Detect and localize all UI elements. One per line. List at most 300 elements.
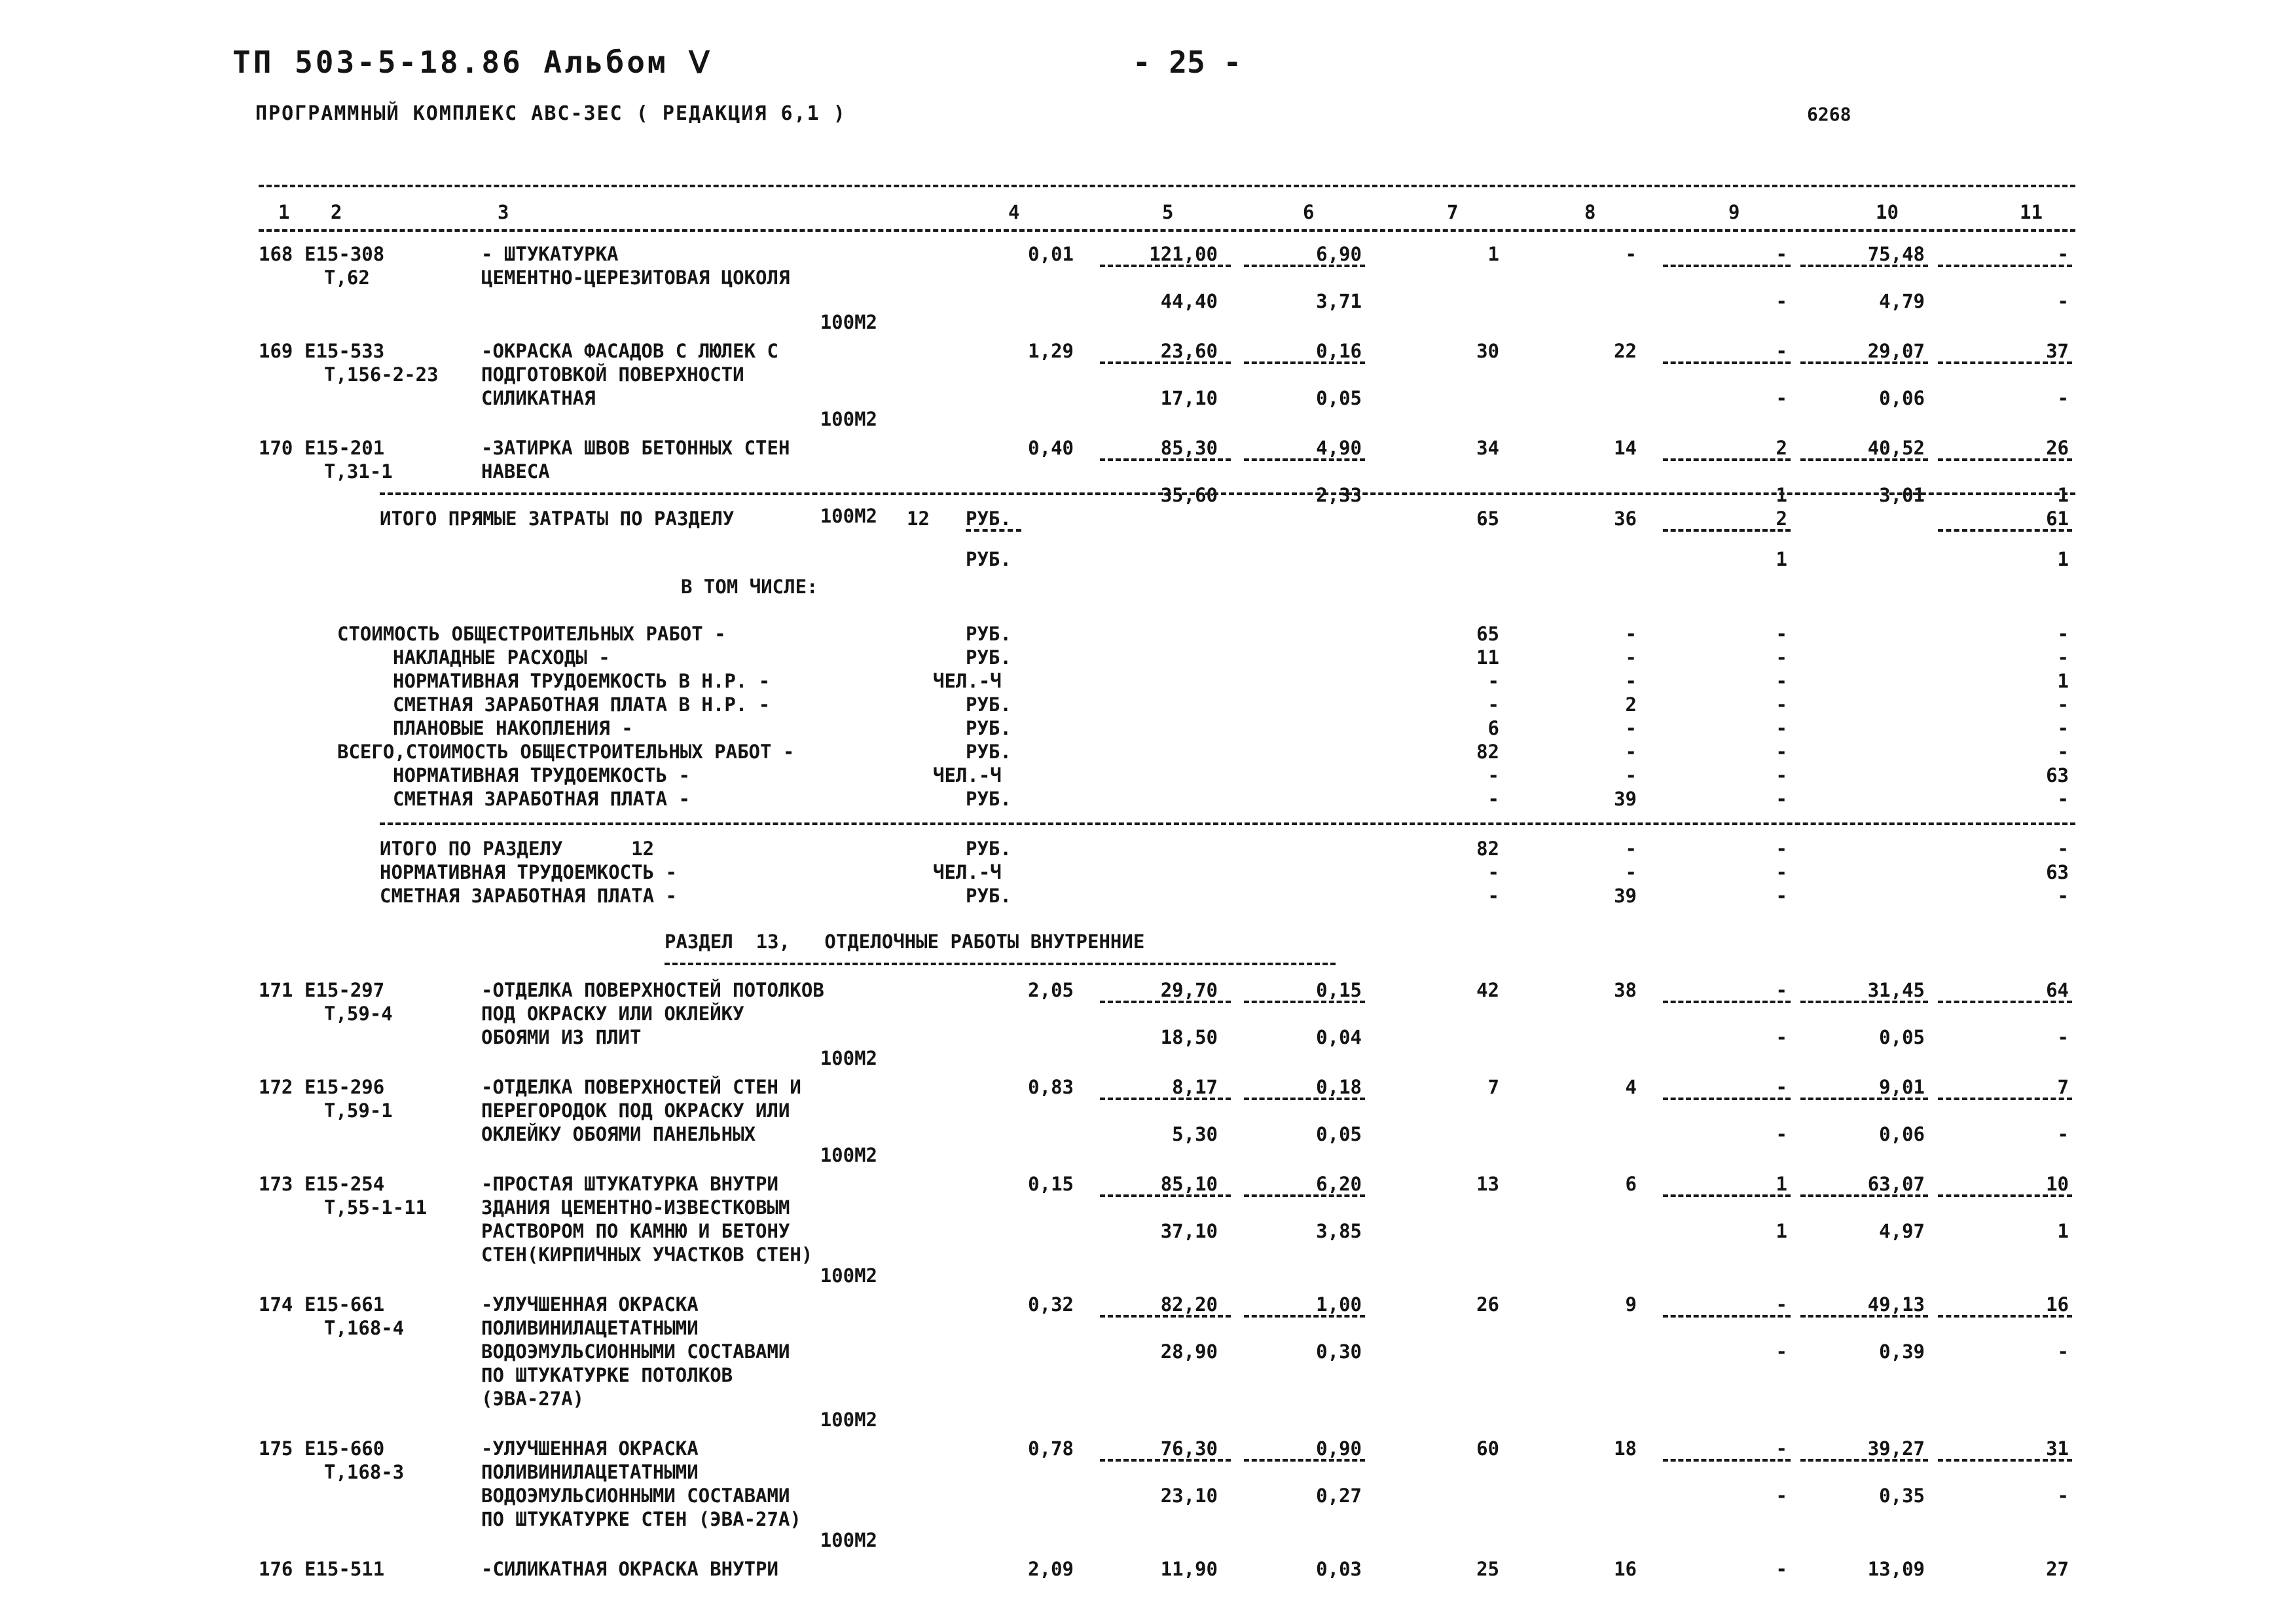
cell-c9: - [1776,1558,1787,1580]
cell-c8: 6 [1625,1173,1637,1195]
value-separator [1938,458,2072,461]
work-description: РАСТВОРОМ ПО КАМНЮ И БЕТОНУ [481,1220,790,1242]
cell-c11-wages: - [2057,290,2069,312]
value-separator [1800,361,1928,364]
column-number: 8 [1584,201,1596,223]
norm-code: Е15-201 [304,437,385,459]
value-separator [1100,1001,1231,1003]
breakdown-c9: - [1776,693,1787,716]
cell-c5-wages: 17,10 [1160,387,1218,409]
work-description: - ШТУКАТУРКА [481,243,619,265]
cell-c6: 0,03 [1316,1558,1362,1580]
breakdown-c8: - [1625,646,1637,669]
cell-c10: 63,07 [1867,1173,1925,1195]
cell-c11: 64 [2046,979,2069,1001]
value-separator [1100,1194,1231,1197]
cell-c6: 0,18 [1316,1076,1362,1098]
breakdown-c7: 6 [1487,717,1499,739]
norm-code: Е15-308 [304,243,385,265]
cell-c5: 85,10 [1160,1173,1218,1195]
unit-label: РУБ. [966,548,1011,570]
total-c11: 61 [2046,507,2069,530]
cell-c6: 1,00 [1316,1293,1362,1316]
unit-label: РУБ. [966,693,1011,716]
unit-label: РУБ. [966,623,1011,645]
work-description: -ОТДЕЛКА ПОВЕРХНОСТЕЙ СТЕН И [481,1076,801,1098]
total-c7: 65 [1476,507,1499,530]
cell-c9-wages: - [1776,1123,1787,1145]
total-c8: 36 [1614,507,1637,530]
section-totals-rule [380,822,2075,825]
total-c11-wages: 1 [2057,548,2069,570]
cell-c9-wages: - [1776,290,1787,312]
cell-c11-wages: - [2057,1123,2069,1145]
breakdown-c11: 63 [2046,764,2069,786]
column-number: 10 [1876,201,1899,223]
breakdown-c7: - [1487,693,1499,716]
cell-c11: - [2057,243,2069,265]
table-top-rule [259,185,2075,187]
value-separator [1663,361,1791,364]
value-separator [1938,1098,2072,1100]
breakdown-c7: 11 [1476,646,1499,669]
table-header-rule [259,229,2075,232]
document-subtitle: ПРОГРАММНЫЙ КОМПЛЕКС АВС-ЗЕС ( РЕДАКЦИЯ 6,1 ) [255,102,847,125]
cell-c8: 14 [1614,437,1637,459]
work-description: ПО ШТУКАТУРКЕ СТЕН (ЭВА-27А) [481,1508,801,1530]
breakdown-c7: 65 [1476,623,1499,645]
breakdown-c11: - [2057,741,2069,763]
cell-c7: 13 [1476,1173,1499,1195]
cell-c5: 8,17 [1172,1076,1218,1098]
section-total-c11: 63 [2046,861,2069,883]
breakdown-c11: 1 [2057,670,2069,692]
value-separator [1244,361,1365,364]
section-total-c8: 39 [1614,885,1637,907]
breakdown-c8: - [1625,764,1637,786]
cell-c5-wages: 35,60 [1160,484,1218,506]
cell-c4: 2,05 [1028,979,1074,1001]
cell-c5-wages: 37,10 [1160,1220,1218,1242]
column-number: 5 [1162,201,1174,223]
unit-label: РУБ. [966,788,1011,810]
unit-label: ЧЕЛ.-Ч [933,670,1002,692]
breakdown-c8: - [1625,717,1637,739]
value-separator [1663,1194,1791,1197]
unit-label: ЧЕЛ.-Ч [933,861,1002,883]
column-number: 3 [498,201,509,223]
cell-c6-wages: 0,05 [1316,387,1362,409]
column-number: 7 [1447,201,1459,223]
work-description: ПОЛИВИНИЛАЦЕТАТНЫМИ [481,1317,699,1339]
breakdown-label: НАКЛАДНЫЕ РАСХОДЫ - [393,646,610,669]
value-separator [1663,1315,1791,1318]
breakdown-c9: - [1776,788,1787,810]
row-number: 176 [259,1558,293,1580]
value-separator [1800,1459,1928,1462]
document-code: 6268 [1807,103,1851,125]
section-number: 12 [907,507,930,530]
row-number: 174 [259,1293,293,1316]
cell-c6-wages: 0,30 [1316,1340,1362,1363]
work-description: ПО ШТУКАТУРКЕ ПОТОЛКОВ [481,1364,733,1386]
breakdown-c11: - [2057,623,2069,645]
cell-c5: 121,00 [1149,243,1218,265]
cell-c8: 9 [1625,1293,1637,1316]
value-separator [1938,265,2072,267]
cell-c7: 34 [1476,437,1499,459]
cell-c10: 40,52 [1867,437,1925,459]
column-number: 1 [278,201,290,223]
cell-c11: 26 [2046,437,2069,459]
value-separator [1800,458,1928,461]
section-total-c7: - [1487,861,1499,883]
work-description: (ЭВА-27А) [481,1388,585,1410]
cell-c7: 25 [1476,1558,1499,1580]
value-separator [1100,458,1231,461]
cell-c7: 60 [1476,1437,1499,1460]
cell-c5: 11,90 [1160,1558,1218,1580]
value-separator [1244,1315,1365,1318]
value-separator [1800,1315,1928,1318]
section-total-c11: - [2057,838,2069,860]
cell-c6: 0,15 [1316,979,1362,1001]
cell-c9-wages: 1 [1776,1220,1787,1242]
cell-c9: 2 [1776,437,1787,459]
value-separator [1663,1459,1791,1462]
cell-c11: 16 [2046,1293,2069,1316]
row-number: 171 [259,979,293,1001]
breakdown-c11: - [2057,693,2069,716]
cell-c6-wages: 2,33 [1316,484,1362,506]
work-description: -УЛУЧШЕННАЯ ОКРАСКА [481,1293,699,1316]
column-number: 9 [1728,201,1740,223]
unit-label: РУБ. [966,646,1011,669]
unit-separator [966,529,1021,532]
cell-c11: 31 [2046,1437,2069,1460]
breakdown-c11: - [2057,646,2069,669]
cell-c9-wages: - [1776,1026,1787,1048]
cell-c7: 42 [1476,979,1499,1001]
section-title-underline [665,963,1336,965]
cell-c10: 75,48 [1867,243,1925,265]
cell-c11-wages: - [2057,387,2069,409]
cell-c8: 22 [1614,340,1637,362]
cell-c4: 0,15 [1028,1173,1074,1195]
breakdown-c7: 82 [1476,741,1499,763]
unit-of-measure: 100М2 [820,311,877,333]
cell-c10-wages: 0,05 [1879,1026,1925,1048]
value-separator [1100,265,1231,267]
work-description: ОКЛЕЙКУ ОБОЯМИ ПАНЕЛЬНЫХ [481,1123,756,1145]
cell-c11-wages: 1 [2057,484,2069,506]
work-description: ЗДАНИЯ ЦЕМЕНТНО-ИЗВЕСТКОВЫМ [481,1196,790,1219]
cell-c5: 29,70 [1160,979,1218,1001]
norm-reference: Т,168-4 [324,1317,405,1339]
breakdown-c9: - [1776,623,1787,645]
cell-c9: - [1776,340,1787,362]
column-number: 6 [1303,201,1315,223]
cell-c9: - [1776,1293,1787,1316]
unit-of-measure: 100М2 [820,1144,877,1166]
cell-c10-wages: 0,35 [1879,1485,1925,1507]
work-description: -СИЛИКАТНАЯ ОКРАСКА ВНУТРИ [481,1558,778,1580]
cell-c6: 4,90 [1316,437,1362,459]
value-separator [1938,1001,2072,1003]
breakdown-c9: - [1776,717,1787,739]
work-description: СИЛИКАТНАЯ [481,387,596,409]
unit-of-measure: 100М2 [820,1529,877,1551]
cell-c4: 0,83 [1028,1076,1074,1098]
cell-c8: 16 [1614,1558,1637,1580]
breakdown-label: НОРМАТИВНАЯ ТРУДОЕМКОСТЬ - [393,764,690,786]
work-description: ЦЕМЕНТНО-ЦЕРЕЗИТОВАЯ ЦОКОЛЯ [481,267,790,289]
unit-of-measure: 100М2 [820,505,877,527]
breakdown-c8: - [1625,623,1637,645]
section-13-title: РАЗДЕЛ 13, ОТДЕЛОЧНЫЕ РАБОТЫ ВНУТРЕННИЕ [665,931,1145,953]
value-separator [1244,1001,1365,1003]
value-separator [1244,458,1365,461]
work-description: НАВЕСА [481,460,550,483]
value-separator [1100,1459,1231,1462]
work-description: ПОДГОТОВКОЙ ПОВЕРХНОСТИ [481,363,744,386]
breakdown-label: СМЕТНАЯ ЗАРАБОТНАЯ ПЛАТА - [393,788,690,810]
value-separator [1800,1098,1928,1100]
cell-c11-wages: - [2057,1485,2069,1507]
cell-c10: 39,27 [1867,1437,1925,1460]
section-total-c9: - [1776,885,1787,907]
value-separator [1938,1194,2072,1197]
section-total-c8: - [1625,861,1637,883]
breakdown-label: СТОИМОСТЬ ОБЩЕСТРОИТЕЛЬНЫХ РАБОТ - [337,623,726,645]
cell-c5-wages: 23,10 [1160,1485,1218,1507]
breakdown-c9: - [1776,670,1787,692]
section-total-label: НОРМАТИВНАЯ ТРУДОЕМКОСТЬ - [380,861,677,883]
work-description: ПОЛИВИНИЛАЦЕТАТНЫМИ [481,1461,699,1483]
cell-c5: 85,30 [1160,437,1218,459]
breakdown-c8: 39 [1614,788,1637,810]
section-total-c7: 82 [1476,838,1499,860]
norm-reference: Т,59-4 [324,1003,393,1025]
cell-c6-wages: 3,85 [1316,1220,1362,1242]
unit-of-measure: 100М2 [820,1047,877,1069]
cell-c10-wages: 4,97 [1879,1220,1925,1242]
work-description: -УЛУЧШЕННАЯ ОКРАСКА [481,1437,699,1460]
value-separator [1244,265,1365,267]
cell-c4: 0,32 [1028,1293,1074,1316]
row-number: 172 [259,1076,293,1098]
section-total-c7: - [1487,885,1499,907]
cell-c10: 9,01 [1879,1076,1925,1098]
value-separator [1938,1315,2072,1318]
value-separator [1663,529,1791,532]
section-total-c9: - [1776,861,1787,883]
cell-c4: 0,01 [1028,243,1074,265]
unit-label: РУБ. [966,838,1011,860]
page-number: - 25 - [1133,45,1242,80]
section-total-label: ИТОГО ПО РАЗДЕЛУ 12 [380,838,655,860]
cell-c4: 0,78 [1028,1437,1074,1460]
cell-c11-wages: - [2057,1340,2069,1363]
cell-c10: 29,07 [1867,340,1925,362]
cell-c6-wages: 0,04 [1316,1026,1362,1048]
cell-c9: - [1776,1437,1787,1460]
cell-c10: 13,09 [1867,1558,1925,1580]
cell-c8: 4 [1625,1076,1637,1098]
cell-c8: 38 [1614,979,1637,1001]
cell-c5-wages: 5,30 [1172,1123,1218,1145]
breakdown-c8: - [1625,670,1637,692]
breakdown-c9: - [1776,764,1787,786]
value-separator [1938,1459,2072,1462]
cell-c11: 27 [2046,1558,2069,1580]
cell-c6: 0,16 [1316,340,1362,362]
norm-reference: Т,31-1 [324,460,393,483]
row-number: 175 [259,1437,293,1460]
norm-reference: Т,59-1 [324,1099,393,1122]
breakdown-c9: - [1776,646,1787,669]
cell-c11: 37 [2046,340,2069,362]
breakdown-c7: - [1487,670,1499,692]
cell-c10: 49,13 [1867,1293,1925,1316]
cell-c11-wages: - [2057,1026,2069,1048]
value-separator [1663,1001,1791,1003]
cell-c11: 7 [2057,1076,2069,1098]
cell-c7: 30 [1476,340,1499,362]
breakdown-c9: - [1776,741,1787,763]
value-separator [1800,1001,1928,1003]
breakdown-label: ПЛАНОВЫЕ НАКОПЛЕНИЯ - [393,717,633,739]
cell-c9: - [1776,1076,1787,1098]
breakdown-c7: - [1487,788,1499,810]
breakdown-c7: - [1487,764,1499,786]
norm-reference: Т,55-1-11 [324,1196,428,1219]
section-total-c9: - [1776,838,1787,860]
cell-c11-wages: 1 [2057,1220,2069,1242]
value-separator [1938,529,2072,532]
cell-c4: 1,29 [1028,340,1074,362]
cell-c10-wages: 0,06 [1879,387,1925,409]
cell-c6-wages: 0,05 [1316,1123,1362,1145]
section-total-label: СМЕТНАЯ ЗАРАБОТНАЯ ПЛАТА - [380,885,677,907]
cell-c6: 6,20 [1316,1173,1362,1195]
cell-c6-wages: 0,27 [1316,1485,1362,1507]
cell-c10: 31,45 [1867,979,1925,1001]
cell-c8: 18 [1614,1437,1637,1460]
totals-rule [380,492,2075,495]
norm-code: Е15-661 [304,1293,385,1316]
work-description: ВОДОЭМУЛЬСИОННЫМИ СОСТАВАМИ [481,1340,790,1363]
breakdown-label: ВСЕГО,СТОИМОСТЬ ОБЩЕСТРОИТЕЛЬНЫХ РАБОТ - [337,741,795,763]
document-title: ТП 503-5-18.86 Альбом Ⅴ [232,45,712,80]
cell-c6: 0,90 [1316,1437,1362,1460]
cell-c7: 26 [1476,1293,1499,1316]
work-description: ВОДОЭМУЛЬСИОННЫМИ СОСТАВАМИ [481,1485,790,1507]
cell-c7: 1 [1487,243,1499,265]
row-number: 169 [259,340,293,362]
unit-label: ЧЕЛ.-Ч [933,764,1002,786]
row-number: 170 [259,437,293,459]
breakdown-c8: - [1625,741,1637,763]
cell-c6-wages: 3,71 [1316,290,1362,312]
cell-c8: - [1625,243,1637,265]
cell-c5-wages: 44,40 [1160,290,1218,312]
cell-c10-wages: 3,01 [1879,484,1925,506]
norm-code: Е15-511 [304,1558,385,1580]
value-separator [1100,361,1231,364]
section-total-c8: - [1625,838,1637,860]
cell-c9: - [1776,979,1787,1001]
unit-of-measure: 100М2 [820,1264,877,1287]
cell-c10-wages: 0,06 [1879,1123,1925,1145]
column-number: 11 [2020,201,2043,223]
including-heading: В ТОМ ЧИСЛЕ: [681,576,818,598]
work-description: -ЗАТИРКА ШВОВ БЕТОННЫХ СТЕН [481,437,790,459]
cell-c9: - [1776,243,1787,265]
column-number: 2 [331,201,342,223]
cell-c5: 82,20 [1160,1293,1218,1316]
cell-c9-wages: 1 [1776,484,1787,506]
value-separator [1800,1194,1928,1197]
work-description: -ПРОСТАЯ ШТУКАТУРКА ВНУТРИ [481,1173,778,1195]
cell-c5: 76,30 [1160,1437,1218,1460]
unit-label: РУБ. [966,741,1011,763]
unit-label: РУБ. [966,717,1011,739]
unit-of-measure: 100М2 [820,408,877,430]
value-separator [1244,1459,1365,1462]
cell-c6: 6,90 [1316,243,1362,265]
cell-c5-wages: 18,50 [1160,1026,1218,1048]
breakdown-label: СМЕТНАЯ ЗАРАБОТНАЯ ПЛАТА В Н.Р. - [393,693,771,716]
cell-c4: 2,09 [1028,1558,1074,1580]
value-separator [1100,1315,1231,1318]
work-description: ОБОЯМИ ИЗ ПЛИТ [481,1026,642,1048]
work-description: ПОД ОКРАСКУ ИЛИ ОКЛЕЙКУ [481,1003,744,1025]
norm-code: Е15-296 [304,1076,385,1098]
unit-of-measure: 100М2 [820,1409,877,1431]
work-description: СТЕН(КИРПИЧНЫХ УЧАСТКОВ СТЕН) [481,1244,813,1266]
cell-c9-wages: - [1776,1340,1787,1363]
cell-c10-wages: 0,39 [1879,1340,1925,1363]
total-c9-wages: 1 [1776,548,1787,570]
row-number: 168 [259,243,293,265]
norm-code: Е15-533 [304,340,385,362]
cell-c9-wages: - [1776,1485,1787,1507]
cell-c7: 7 [1487,1076,1499,1098]
breakdown-c8: 2 [1625,693,1637,716]
value-separator [1663,458,1791,461]
breakdown-c11: - [2057,788,2069,810]
cell-c5: 23,60 [1160,340,1218,362]
work-description: -ОКРАСКА ФАСАДОВ С ЛЮЛЕК С [481,340,778,362]
norm-code: Е15-254 [304,1173,385,1195]
breakdown-label: НОРМАТИВНАЯ ТРУДОЕМКОСТЬ В Н.Р. - [393,670,771,692]
norm-reference: Т,156-2-23 [324,363,439,386]
value-separator [1800,265,1928,267]
value-separator [1100,1098,1231,1100]
unit-label: РУБ. [966,507,1011,530]
value-separator [1663,1098,1791,1100]
cell-c10-wages: 4,79 [1879,290,1925,312]
cell-c9: 1 [1776,1173,1787,1195]
breakdown-c11: - [2057,717,2069,739]
totals-label: ИТОГО ПРЯМЫЕ ЗАТРАТЫ ПО РАЗДЕЛУ [380,507,735,530]
value-separator [1938,361,2072,364]
value-separator [1244,1098,1365,1100]
work-description: ПЕРЕГОРОДОК ПОД ОКРАСКУ ИЛИ [481,1099,790,1122]
norm-reference: Т,62 [324,267,370,289]
column-number: 4 [1008,201,1020,223]
